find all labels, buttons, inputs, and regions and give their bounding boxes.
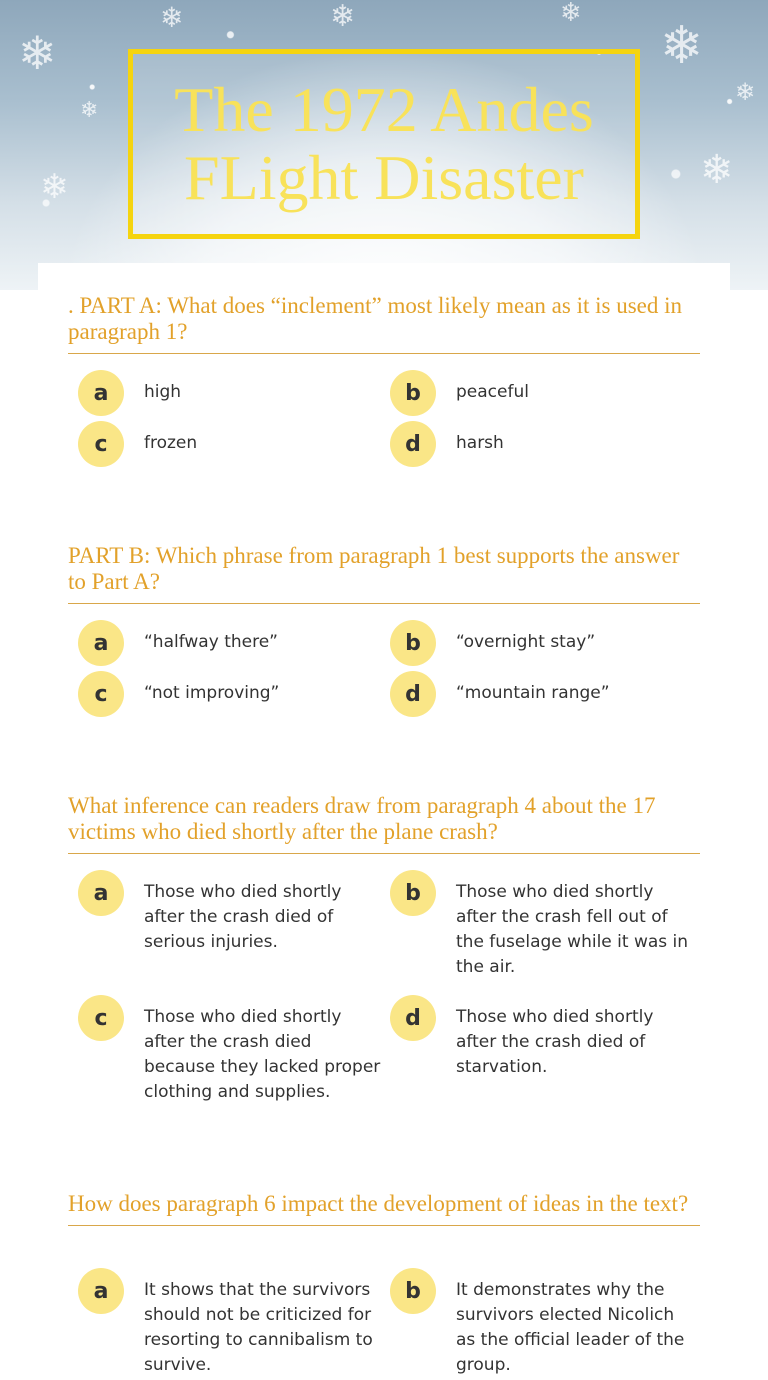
option-text: harsh <box>456 433 504 453</box>
option-badge-b: b <box>390 620 436 666</box>
option-text: It shows that the survivors should not be criticized for resorting to cannibalism to survive. <box>144 1280 373 1375</box>
option-badge-b: b <box>390 370 436 416</box>
option-badge-b: b <box>390 1268 436 1314</box>
question-text: PART B: Which phrase from paragraph 1 best supports the answer to Part A? <box>68 543 700 604</box>
snowflake-icon: ❄ <box>660 16 704 76</box>
question-3 <box>68 793 700 854</box>
snowflake-icon: ❄ <box>80 98 99 123</box>
option-text: “mountain range” <box>456 683 610 703</box>
question-2 <box>68 543 700 604</box>
snowflake-icon: ❄ <box>40 167 69 207</box>
option-badge-d: d <box>390 421 436 467</box>
option-badge-a: a <box>78 620 124 666</box>
title-frame <box>128 49 640 239</box>
snowflake-icon: ❄ <box>560 0 582 28</box>
option-text: “overnight stay” <box>456 632 596 652</box>
option-text: frozen <box>144 433 198 453</box>
option-badge-d: d <box>390 995 436 1041</box>
worksheet-card <box>38 263 730 1380</box>
option-badge-a: a <box>78 370 124 416</box>
option-badge-c: c <box>78 671 124 717</box>
question-text: How does paragraph 6 impact the development of ideas in the text? <box>68 1191 700 1226</box>
snowflake-icon: ❄ <box>18 26 57 80</box>
snowflake-icon: ❄ <box>700 147 734 193</box>
snowflake-icon: ❄ <box>735 78 756 106</box>
option-badge-d: d <box>390 671 436 717</box>
option-text: “halfway there” <box>144 632 278 652</box>
option-badge-c: c <box>78 421 124 467</box>
question-text: . PART A: What does “inclement” most likely mean as it is used in paragraph 1? <box>68 293 700 354</box>
option-text: Those who died shortly after the crash died of starvation. <box>456 1007 654 1077</box>
option-text: Those who died shortly after the crash died of serious injuries. <box>144 882 342 952</box>
snowflake-icon: ❄ <box>160 1 184 34</box>
option-badge-c: c <box>78 995 124 1041</box>
option-text: high <box>144 382 182 402</box>
page-title: The 1972 Andes FLight Disaster <box>174 74 594 213</box>
option-badge-a: a <box>78 870 124 916</box>
option-text: Those who died shortly after the crash fell out of the fuselage while it was in the air. <box>456 882 689 977</box>
option-badge-b: b <box>390 870 436 916</box>
question-1 <box>68 293 700 354</box>
option-text: “not improving” <box>144 683 280 703</box>
snow-banner <box>0 0 768 290</box>
snowflake-icon: ❄ <box>330 0 356 34</box>
question-text: What inference can readers draw from paragraph 4 about the 17 victims who died shortly after the plane crash? <box>68 793 700 854</box>
option-text: It demonstrates why the survivors elected Nicolich as the official leader of the group. <box>456 1280 685 1375</box>
option-badge-a: a <box>78 1268 124 1314</box>
option-text: peaceful <box>456 382 529 402</box>
option-text: Those who died shortly after the crash died because they lacked proper clothing and supplies. <box>144 1007 381 1102</box>
question-4 <box>68 1191 700 1226</box>
